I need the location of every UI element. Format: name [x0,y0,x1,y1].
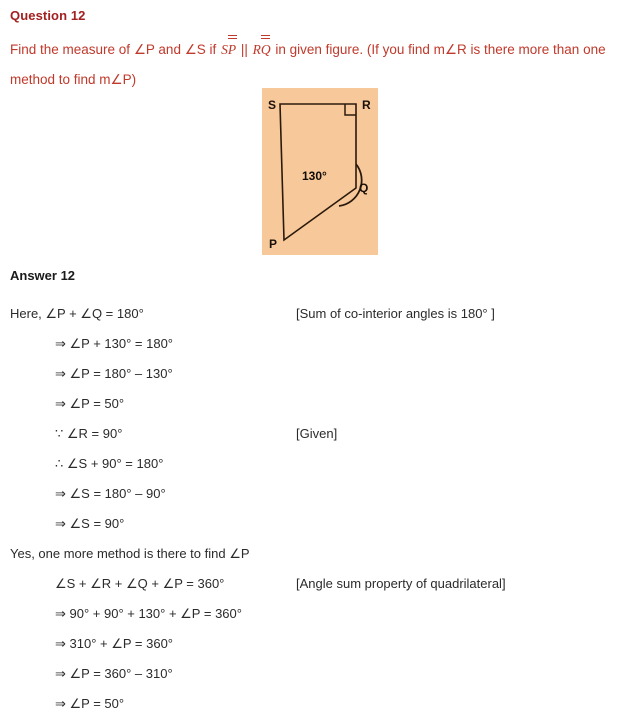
answer-step-row [0,599,625,629]
question-text-after: in given figure. (If you find m∠R is there more than one method to find m∠P) [10,42,606,87]
question-heading: Question 12 [10,8,86,23]
answer-step-expression: ⇒ 310° + ∠P = 360° [55,636,174,651]
right-angle-marker-at-r [345,104,356,115]
question-text [10,35,617,95]
answer-step-row [0,569,625,599]
answer-step-row [0,479,625,509]
answer-step-reason: [Sum of co-interior angles is 180° ] [296,306,495,321]
answer-step-expression: ⇒ ∠P = 50° [55,696,125,711]
vertex-label-p: P [269,237,278,251]
answer-step-expression: ⇒ ∠P = 360° – 310° [55,666,173,681]
answer-heading: Answer 12 [10,268,76,283]
answer-step-row [0,659,625,689]
answer-step-row [0,359,625,389]
answer-steps-list [0,299,625,719]
answer-step-expression: Yes, one more method is there to find ∠P [10,546,250,561]
answer-step-row [0,629,625,659]
answer-step-row [0,689,625,719]
answer-step-expression: ⇒ ∠S = 180° – 90° [55,486,166,501]
double-bar-overline-icon [261,35,270,39]
segment-rq-label: RQ [252,42,271,57]
segment-sp [220,42,237,57]
answer-step-expression: ∵ ∠R = 90° [55,426,123,441]
answer-step-row [0,329,625,359]
vertex-label-q: Q [359,181,369,195]
answer-step-row [0,449,625,479]
answer-step-row [0,389,625,419]
answer-step-reason: [Given] [296,426,338,441]
answer-step-expression: ⇒ ∠P = 50° [55,396,125,411]
answer-step-expression: ⇒ 90° + 90° + 130° + ∠P = 360° [55,606,242,621]
vertex-label-r: R [362,98,371,112]
answer-step-expression: ⇒ ∠P + 130° = 180° [55,336,174,351]
angle-value-label: 130° [302,169,327,183]
vertex-label-s: S [268,98,277,112]
segment-sp-label: SP [221,42,237,57]
answer-step-expression: ⇒ ∠S = 90° [55,516,125,531]
question-text-before: Find the measure of ∠P and ∠S if [10,42,221,57]
quadrilateral-pqrs-diagram [262,88,378,255]
answer-step-expression: ∴ ∠S + 90° = 180° [55,456,164,471]
answer-step-expression: ∠S + ∠R + ∠Q + ∠P = 360° [55,576,225,591]
answer-step-row [0,509,625,539]
answer-step-expression: Here, ∠P + ∠Q = 180° [10,306,144,321]
answer-step-row [0,299,625,329]
segment-rq [252,42,272,57]
geometry-figure [262,88,378,255]
double-bar-overline-icon [228,35,237,39]
answer-step-reason: [Angle sum property of quadrilateral] [296,576,506,591]
answer-step-row [0,419,625,449]
question-text-middle: || [237,42,252,57]
answer-step-expression: ⇒ ∠P = 180° – 130° [55,366,173,381]
answer-step-row [0,539,625,569]
